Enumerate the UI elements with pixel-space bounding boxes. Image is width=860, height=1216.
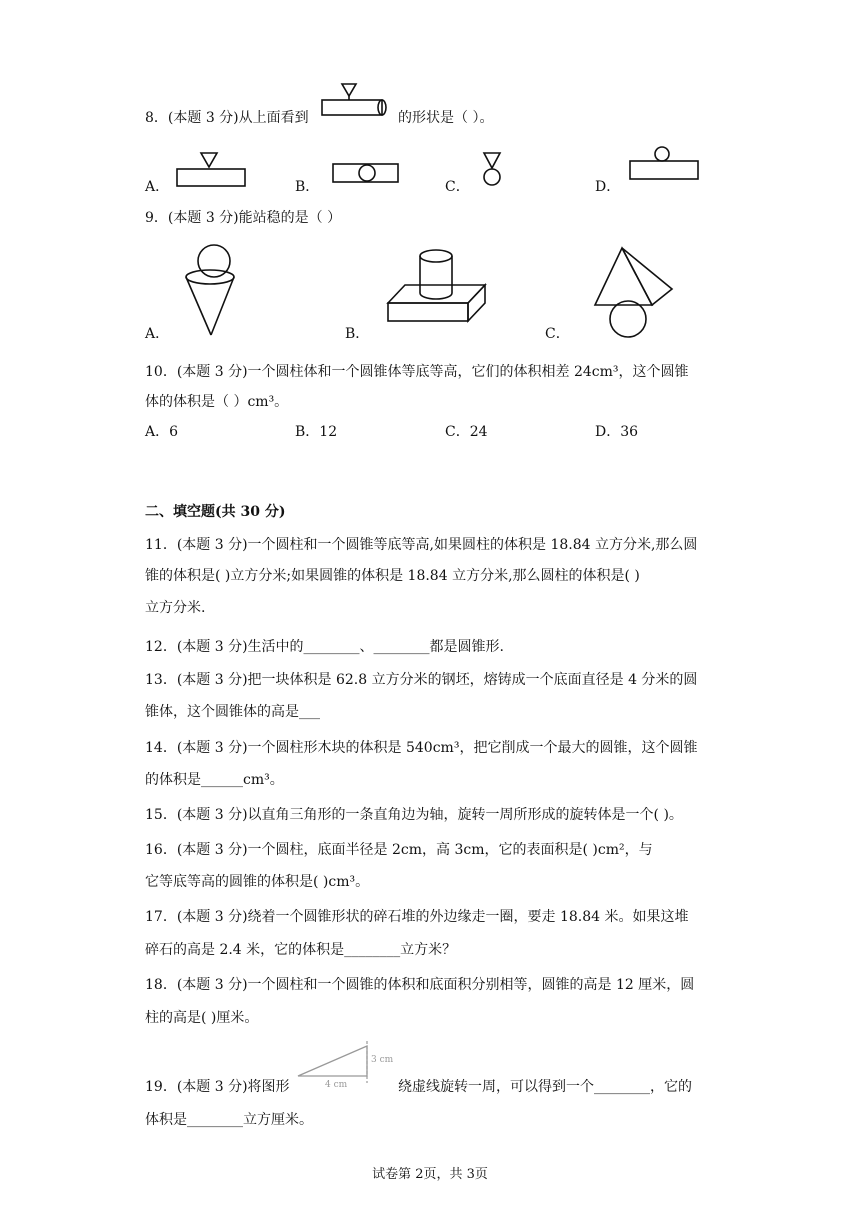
q8-option-a[interactable]: A． bbox=[145, 179, 170, 195]
q8-option-d[interactable]: D． bbox=[595, 179, 621, 195]
q15-line1: 15．(本题 3 分)以直角三角形的一条直角边为轴，旋转一周所形成的旋转体是一个( )。 bbox=[145, 807, 683, 823]
q16-line2: 它等底等高的圆锥的体积是( )cm³。 bbox=[145, 874, 370, 890]
q10-option-a[interactable]: A．6 bbox=[145, 424, 179, 440]
q9-option-c-figure bbox=[590, 245, 680, 340]
q8-option-a-figure bbox=[175, 150, 250, 190]
q9-option-c[interactable]: C． bbox=[545, 326, 570, 342]
q19-triangle-figure bbox=[295, 1038, 405, 1088]
q19-line2: 体积是________立方厘米。 bbox=[145, 1112, 313, 1128]
q9-option-a-figure bbox=[180, 240, 250, 340]
q14-line1: 14．(本题 3 分)一个圆柱形木块的体积是 540cm³，把它削成一个最大的圆锥，这个圆锥 bbox=[145, 740, 698, 756]
q10-line1: 10．(本题 3 分)一个圆柱体和一个圆锥体等底等高，它们的体积相差 24cm³，这个圆锥 bbox=[145, 364, 689, 380]
q11-line1: 11．(本题 3 分)一个圆柱和一个圆锥等底等高,如果圆柱的体积是 18.84 立方分米,那么圆 bbox=[145, 537, 698, 553]
q18-line1: 18．(本题 3 分)一个圆柱和一个圆锥的体积和底面积分别相等，圆锥的高是 12 厘米，圆 bbox=[145, 977, 695, 993]
q9-stem: 9．(本题 3 分)能站稳的是（ ） bbox=[145, 210, 342, 226]
q9-option-b-figure bbox=[385, 245, 490, 327]
q10-option-d[interactable]: D．36 bbox=[595, 424, 639, 440]
q8-option-d-figure bbox=[628, 144, 703, 184]
q9-option-b[interactable]: B． bbox=[345, 326, 370, 342]
q8-stem bbox=[145, 108, 309, 128]
q13-line1: 13．(本题 3 分)把一块体积是 62.8 立方分米的钢坯，熔铸成一个底面直径是 4 分米的圆 bbox=[145, 672, 698, 688]
q19-label-base: 4 cm bbox=[325, 1080, 348, 1090]
q17-line1: 17．(本题 3 分)绕着一个圆锥形状的碎石堆的外边缘走一圈，要走 18.84 米。如果这堆 bbox=[145, 909, 689, 925]
q9-option-a[interactable]: A． bbox=[145, 326, 170, 342]
q11-line2: 锥的体积是( )立方分米;如果圆锥的体积是 18.84 立方分米,那么圆柱的体积是( ) bbox=[145, 568, 640, 584]
q8-option-c-figure bbox=[478, 150, 508, 190]
q8-option-b[interactable]: B． bbox=[295, 179, 320, 195]
q8-option-b-figure bbox=[330, 158, 405, 188]
q8-option-c[interactable]: C． bbox=[445, 179, 470, 195]
q13-line2: 锥体，这个圆锥体的高是___ bbox=[145, 704, 320, 720]
section-title: 二、填空题(共 30 分) bbox=[145, 504, 286, 520]
q19-prefix: 19．(本题 3 分)将图形 bbox=[145, 1079, 290, 1095]
q10-option-c[interactable]: C．24 bbox=[445, 424, 488, 440]
q17-line2: 碎石的高是 2.4 米，它的体积是________立方米？ bbox=[145, 942, 457, 958]
q19-label-height: 3 cm bbox=[371, 1055, 394, 1065]
q19-suffix: 绕虚线旋转一周，可以得到一个________，它的 bbox=[398, 1079, 692, 1095]
q8-solid-figure bbox=[318, 80, 388, 125]
q11-line3: 立方分米. bbox=[145, 600, 206, 616]
q10-option-b[interactable]: B．12 bbox=[295, 424, 338, 440]
q14-line2: 的体积是______cm³。 bbox=[145, 772, 284, 788]
q16-line1: 16．(本题 3 分)一个圆柱，底面半径是 2cm，高 3cm，它的表面积是( )cm²，与 bbox=[145, 842, 653, 858]
q12-line1: 12．(本题 3 分)生活中的________、________都是圆锥形. bbox=[145, 639, 504, 655]
page-footer: 试卷第 2页，共 3页 bbox=[372, 1167, 488, 1182]
q18-line2: 柱的高是( )厘米。 bbox=[145, 1010, 259, 1026]
q8-prefix: 8．(本题 3 分)从上面看到 bbox=[145, 110, 309, 126]
q10-line2: 体的体积是（ ）cm³。 bbox=[145, 394, 289, 410]
q8-suffix: 的形状是（ ）。 bbox=[398, 110, 494, 126]
